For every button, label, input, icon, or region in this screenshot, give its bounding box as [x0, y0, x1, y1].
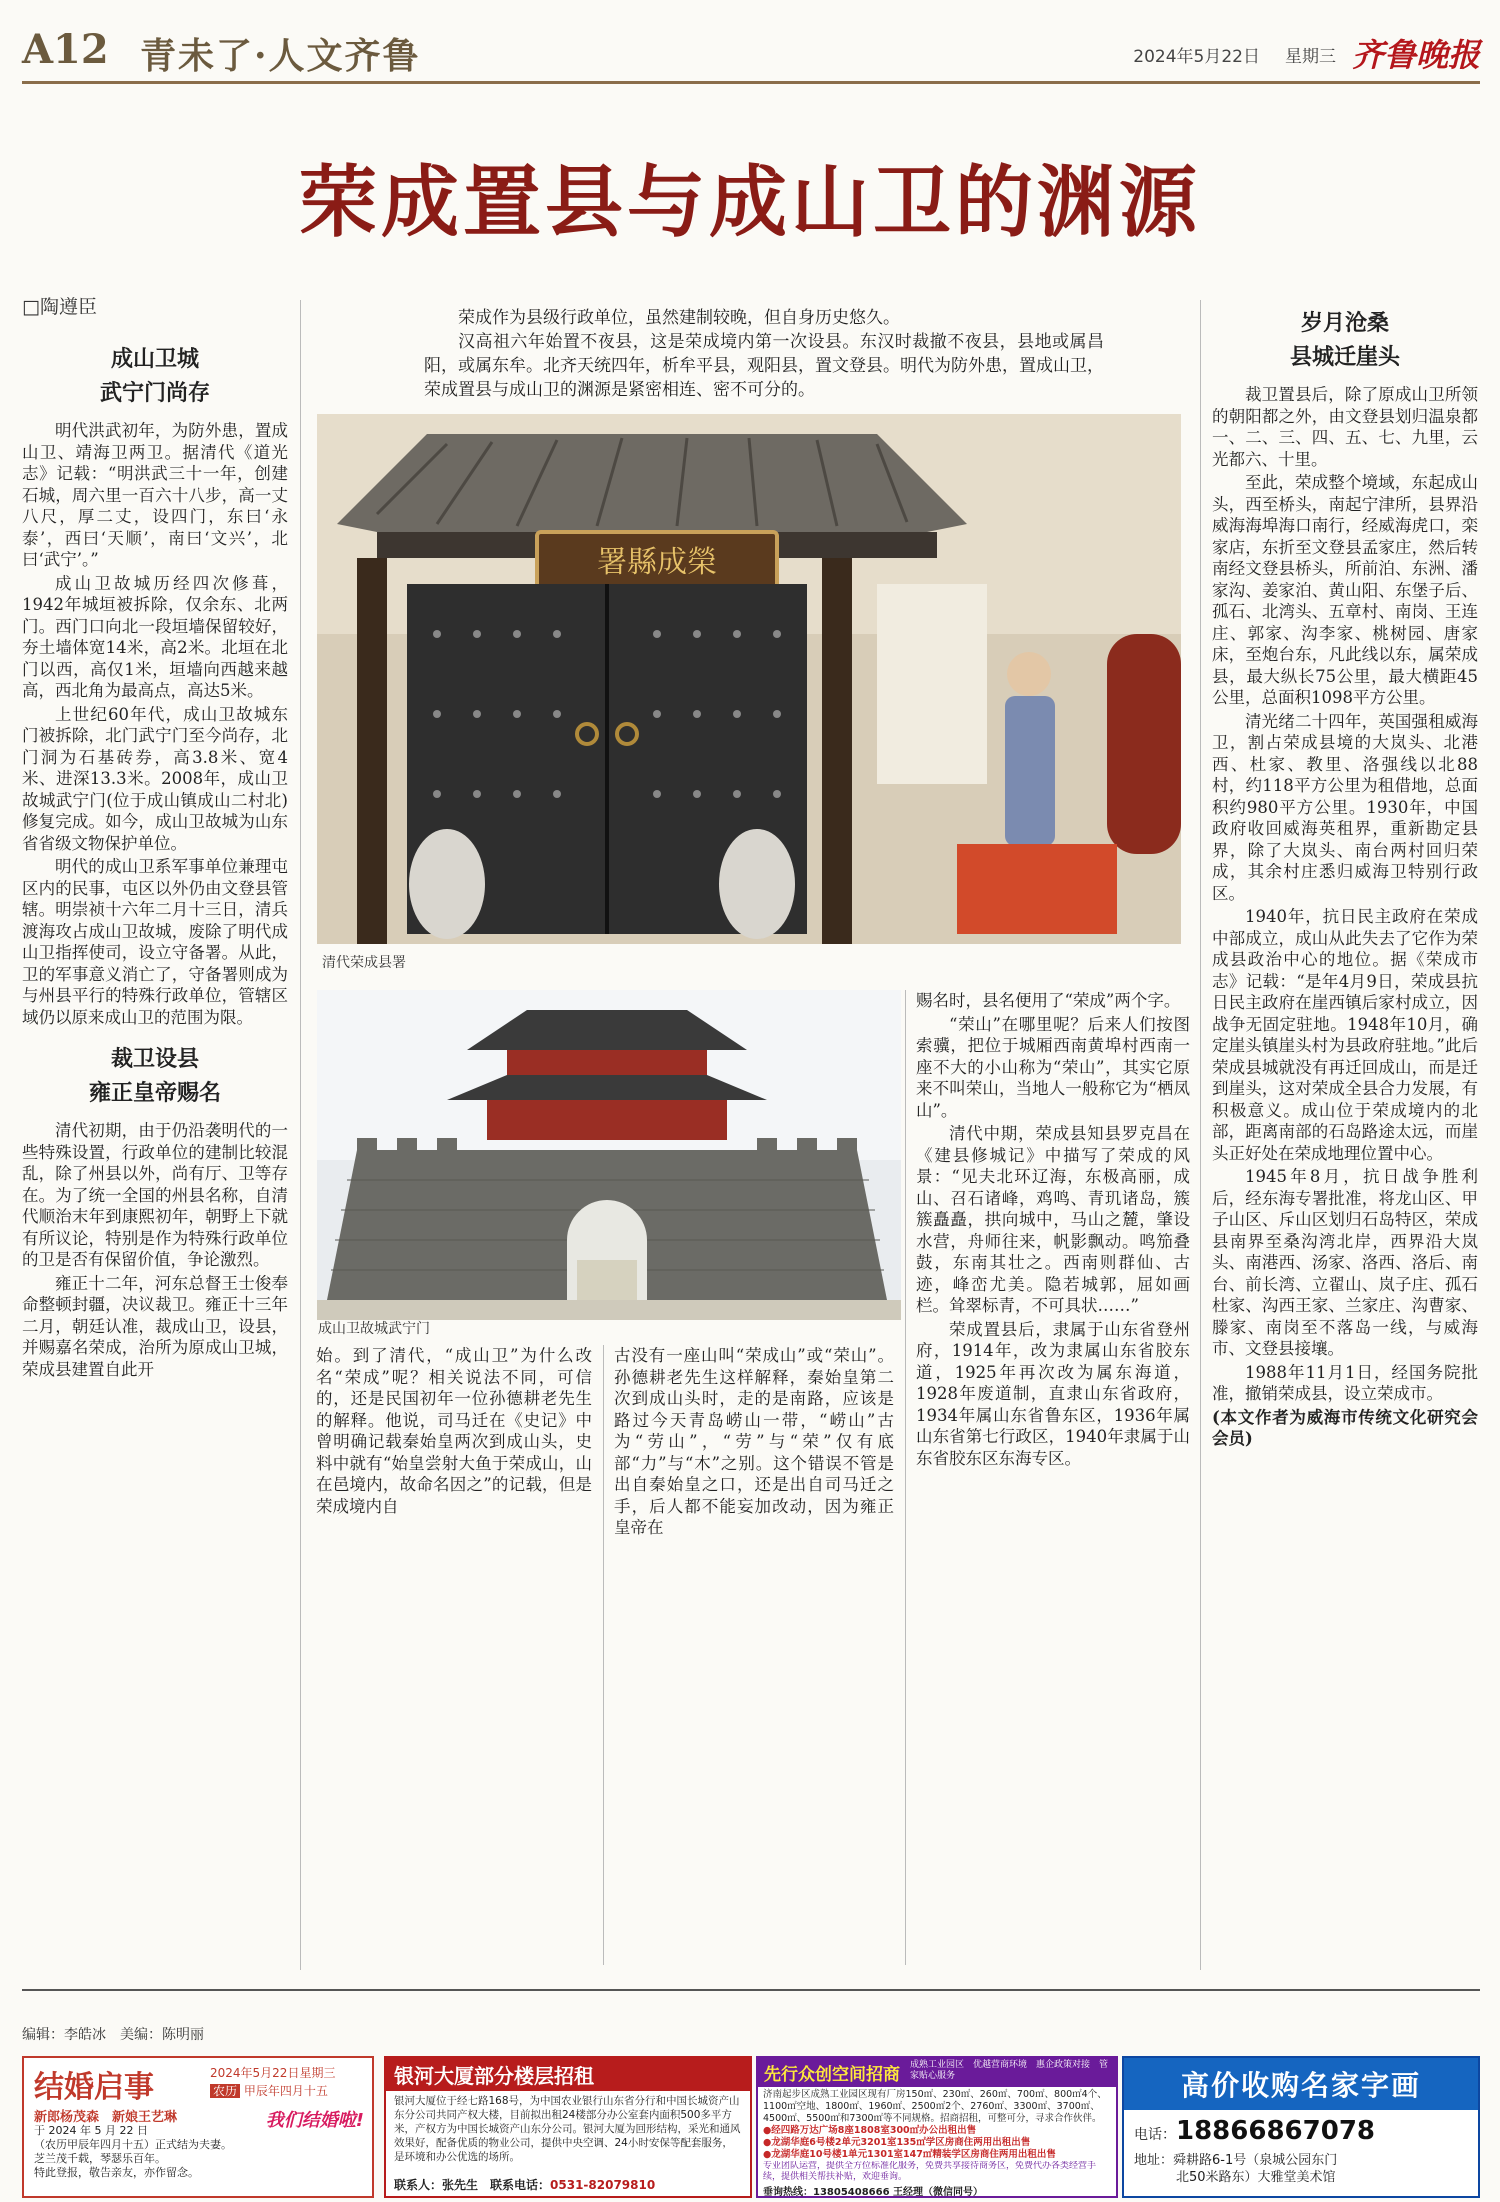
- photo-caption: 清代荣成县署: [322, 955, 406, 971]
- photo-caption: 成山卫故城武宁门: [318, 1321, 430, 1337]
- yinhe-contact: [386, 2177, 750, 2194]
- column-rule: [300, 300, 301, 1970]
- editor-credits: 编辑：李皓冰 美编：陈明丽: [22, 2027, 204, 2043]
- xianxing-item: ●龙湖华庭10号楼1单元1301室147㎡精装学区房商住两用出租出售: [763, 2149, 1056, 2160]
- section-name: 青未了·人文齐鲁: [140, 35, 421, 77]
- paragraph: 明代的成山卫系军事单位兼理屯区内的民事，屯区以外仍由文登县管辖。明崇祯十六年二月十三日，清兵渡海攻占成山卫故城，废除了明代成山卫指挥使司，设立守备署。从此，卫的军事意义消亡了，守备署则成为与州县平行的特殊行政单位，管辖区域仍以原来成山卫的范围为限。: [22, 857, 288, 1027]
- xianxing-note: 专业团队运营，提供全方位标准化服务，免费共享接待商务区，免费代办各类经营手续，提供相关帮扶补贴，欢迎垂询。: [763, 2161, 1097, 2182]
- wedding-line: 于 2024 年 5 月 22 日: [34, 2124, 148, 2137]
- paragraph: 古没有一座山叫“荣成山”或“荣山”。孙德耕老先生这样解释，秦始皇第二次到成山头时，走的是南路，应该是路过今天青岛崂山一带，“崂山”古为“劳山”，“劳”与“荣”仅有底部“力”与“木”之别。这个错误不管是出自秦始皇之口，还是出自司马迁之手，后人都不能妄加改动，因为雍正皇帝在: [614, 1346, 894, 1537]
- newspaper-logo: 齐鲁晚报: [1351, 36, 1480, 74]
- column-rule: [1200, 300, 1201, 1970]
- lead-paragraph: 荣成作为县级行政单位，虽然建制较晚，但自身历史悠久。: [458, 308, 900, 328]
- paragraph: 雍正十二年，河东总督王士俊奉命整顿封疆，决议裁卫。雍正十三年二月，朝廷认准，裁成山卫，设县，并赐嘉名荣成，治所为原成山卫城，荣成县建置自此开: [22, 1273, 288, 1379]
- gaojia-ad: [1122, 2056, 1480, 2198]
- subheading-line: 雍正皇帝赐名: [88, 1080, 221, 1106]
- column-middle-a: [316, 1345, 592, 1969]
- bride-name: 新娘王艺琳: [112, 2110, 178, 2125]
- paragraph: 清代中期，荣成县知县罗克昌在《建县修城记》中描写了荣成的风景：“见夫北环辽海，东极高丽，成山、召石诸峰，鸡鸣、青玑诸岛，簇簇矗矗，拱向城中，马山之麓，肇设水营，舟师往来，帆影飘动。鸣笳叠鼓，东南其壮之。西南则群仙、古迹，峰峦尤美。隐若城郭，屈如画栏。耸翠标青，不可具状……”: [916, 1124, 1190, 1315]
- paragraph: 1940年，抗日民主政府在荣成中部成立，成山从此失去了它作为荣成县政治中心的地位。据《荣成市志》记载：“是年4月9日，荣成县抗日民主政府在崖西镇后家村成立，因战争无固定驻地。1948年10月，确定崖头镇崖头村为县政府驻地。”此后荣成县城就没有再迁回成山，而是迁到崖头，这对荣成全县合力发展，有积极意义。成山位于荣成境内的北部，距离南部的石岛路途太远，而崖头正好处在荣成地理位置中心。: [1212, 907, 1478, 1163]
- paragraph: 至此，荣成整个境域，东起成山头，西至桥头，南起宁津所，县界沿威海海埠海口南行，经威海虎口，栾家店，东折至文登县孟家庄，然后转南经文登县桥头，所前泊、东洲、潘家沟、姜家泊、黄山阳、东堡子后、孤石、北湾头、五章村、南岗、王连庄、郭家、沟李家、桃树园、唐家床，至炮台东，凡此线以东，属荣成县，最大纵长75公里，最大横距45公里，总面积1098平方公里。: [1212, 473, 1478, 707]
- paragraph: 1988年11月1日，经国务院批准，撤销荣成县，设立荣成市。: [1212, 1362, 1478, 1403]
- plaque-text: 署縣成榮: [597, 545, 717, 580]
- subheading-line: 成山卫城: [110, 346, 199, 372]
- yinhe-ad: [384, 2056, 752, 2198]
- paragraph: 清代初期，由于仍沿袭明代的一些特殊设置，行政单位的建制比较混乱，除了州县以外，尚有厅、卫等存在。为了统一全国的州县名称，自清代顺治末年到康熙初年，朝野上下就有所议论，特别是作为特殊行政单位的卫是否有保留价值，争论激烈。: [22, 1121, 288, 1269]
- gaojia-tel: 18866867078: [1176, 2116, 1375, 2146]
- groom-name: 新郎杨茂森: [34, 2110, 100, 2125]
- lead-paragraph: 汉高祖六年始置不夜县，这是荣成境内第一次设县。东汉时裁撤不夜县，县地或属昌阳，或属东牟。北齐天统四年，析牟平县，观阳县，置文登县。明代为防外患，置成山卫，荣成置县与成山卫的渊源是紧密相连、密不可分的。: [424, 332, 1104, 400]
- column-rule: [905, 990, 906, 1965]
- ads-area: [0, 2050, 1500, 2202]
- photo-county-office: [317, 414, 1181, 944]
- gaojia-tel-label: 电话：: [1134, 2127, 1176, 2143]
- xianxing-hotline: 垂询热线：13805408666 王经理（微信同号）: [763, 2187, 984, 2198]
- wedding-slogan: 我们结婚啦!: [265, 2110, 364, 2131]
- xianxing-item: ●经四路万达广场8座1808室300㎡办公出租出售: [763, 2125, 977, 2136]
- column-middle-c: [916, 990, 1190, 1968]
- yinhe-phone: 0531-82079810: [550, 2178, 656, 2192]
- column-left: [22, 338, 288, 1978]
- wedding-couple: [34, 2106, 177, 2125]
- gaojia-addr-label: 地址：: [1134, 2153, 1174, 2168]
- paragraph: 1945年8月，抗日战争胜利后，经东海专署批准，将龙山区、甲子山区、斥山区划归石岛特区，荣成县南界至桑沟湾北岸，西界沿大岚头、南港西、汤家、洛西、洛后、南台、前长湾、立翟山、岚子庄、孤石杜家、沟西王家、兰家庄、沟曹家、滕家、南岗至不落岛一线，与威海市、文登县接壤。: [1212, 1167, 1478, 1358]
- paragraph: 上世纪60年代，成山卫故城东门被拆除，北门武宁门至今尚存，北门洞为石基砖券，高3.8米、宽4米、进深13.3米。2008年，成山卫故城武宁门(位于成山镇成山二村北)修复完成。如今，成山卫故城为山东省省级文物保护单位。: [22, 704, 288, 853]
- xianxing-title: 先行众创空间招商: [764, 2065, 900, 2085]
- paragraph: 赐名时，县名便用了“荣成”两个字。: [916, 991, 1181, 1010]
- byline: □陶遵臣: [22, 296, 97, 318]
- wuning-gate-illustration: [317, 990, 901, 1320]
- column-rule: [603, 1345, 604, 1965]
- article-lead: [424, 306, 1104, 402]
- paragraph: 明代洪武初年，为防外患，置成山卫、靖海卫两卫。据清代《道光志》记载：“明洪武三十一年，创建石城，周六里一百六十八步，高一丈八尺，厚二丈，设四门，东曰‘永泰’，西曰‘天顺’，南曰‘文兴’，北曰‘武宁’。”: [22, 421, 288, 569]
- subheading-suiyue: [1212, 306, 1478, 374]
- wedding-line: 芝兰茂千载，琴瑟乐百年。: [34, 2152, 166, 2165]
- wedding-title: 结婚启事: [34, 2070, 154, 2105]
- xianxing-item: ●龙湖华庭6号楼2单元3201室135㎡学区房商住两用出租出售: [763, 2137, 1031, 2148]
- subheading-line: 岁月沧桑: [1300, 310, 1389, 336]
- lunar-date: 甲辰年四月十五: [243, 2084, 328, 2098]
- subheading-line: 县城迁崖头: [1289, 344, 1400, 370]
- county-office-illustration: [317, 414, 1181, 944]
- column-middle-b: [614, 1345, 894, 1969]
- wedding-date: 2024年5月22日星期三: [210, 2066, 336, 2080]
- lunar-label: 农历: [210, 2084, 240, 2098]
- paragraph: 荣成置县后，隶属于山东省登州府，1914年，改为隶属山东省胶东道，1925年再次改为属东海道，1928年废道制，直隶山东省政府，1934年属山东省鲁东区，1936年属山东省第七行政区，1940年隶属于山东省胶东区东海专区。: [916, 1319, 1190, 1468]
- xianxing-items: [758, 2125, 1116, 2161]
- article-bottom-rule: [22, 1989, 1480, 1991]
- author-note: (本文作者为威海市传统文化研究会会员): [1212, 1407, 1478, 1448]
- gaojia-title: 高价收购名家字画: [1124, 2058, 1478, 2110]
- wedding-line: （农历甲辰年四月十五）正式结为夫妻。: [34, 2138, 232, 2151]
- yinhe-contact-label: 联系人：张先生 联系电话：: [394, 2178, 551, 2192]
- wedding-notice-box: [22, 2056, 374, 2198]
- photo-wuning-gate: [317, 990, 901, 1320]
- xianxing-body: 济南起步区成熟工业园区现有厂房150㎡、230㎡、260㎡、700㎡、800㎡4个、1100㎡空地、1800㎡、1960㎡、2500㎡2个、2760㎡、3300㎡、3700㎡、4500㎡、5500㎡和7300㎡等不同规格。招商招租，可整可分，寻求合作伙伴。: [763, 2089, 1107, 2124]
- yinhe-title: 银河大厦部分楼层招租: [386, 2058, 750, 2091]
- yinhe-body: 银河大厦位于经七路168号，为中国农业银行山东省分行和中国长城资产山东分公司共同产权大楼，目前拟出租24楼部分办公室套内面积500多平方米，产权方为中国长城资产山东分公司。银河大厦为回形结构，采光和通风效果好，配备优质的物业公司，提供中央空调、24小时安保等配套服务，是环境和办公优选的场所。: [394, 2095, 741, 2163]
- subheading-line: 武宁门尚存: [99, 380, 210, 406]
- paragraph: 裁卫置县后，除了原成山卫所领的朝阳都之外，由文登县划归温泉都一、二、三、四、五、七、九里，云光都六、十里。: [1212, 385, 1478, 469]
- page-number: A12: [22, 26, 109, 73]
- wedding-text: [34, 2124, 370, 2180]
- issue-date: 2024年5月22日: [1133, 47, 1260, 67]
- xianxing-ad: [756, 2056, 1118, 2198]
- xianxing-header: [758, 2058, 1116, 2087]
- wedding-line: 特此登报，敬告亲友，亦作留念。: [34, 2166, 199, 2179]
- issue-weekday: 星期三: [1285, 47, 1336, 67]
- wedding-lunar: [210, 2082, 328, 2099]
- gaojia-addr-line: 舜耕路6-1号（泉城公园东门: [1173, 2153, 1338, 2168]
- xianxing-tags: 成熟工业园区 优越营商环境 惠企政策对接 管家贴心服务: [910, 2060, 1109, 2081]
- subheading-caiwei: [22, 1042, 288, 1110]
- gaojia-tel-row: [1124, 2110, 1478, 2152]
- paragraph: 成山卫故城历经四次修葺，1942年城垣被拆除，仅余东、北两门。西门口向北一段垣墙保留较好，夯土墙体宽14米，高2米。北垣在北门以西，高仅1米，垣墙向西越来越高，西北角为最高点，高达5米。: [22, 573, 288, 700]
- subheading-line: 裁卫设县: [110, 1046, 199, 1072]
- paragraph: 清光绪二十四年，英国强租威海卫，割占荣成县境的大岚头、北港西、杜家、教里、洛强线以北88村，约118平方公里为租借地，总面积约980平方公里。1930年，中国政府收回威海英租界，重新勘定县界，除了大岚头、南台两村回归荣成，其余村庄悉归威海卫特别行政区。: [1212, 711, 1478, 903]
- paragraph: “荣山”在哪里呢？后来人们按图索骥，把位于城厢西南黄埠村西南一座不大的小山称为“荣山”，其实它原来不叫荣山，当地人一般称它为“栖凤山”。: [916, 1014, 1190, 1120]
- gaojia-addr: [1124, 2152, 1478, 2186]
- page-header: [22, 22, 1480, 84]
- subheading-chengshanwei: [22, 342, 288, 410]
- paragraph: 始。到了清代，“成山卫”为什么改名“荣成”呢？相关说法不同，可信的，还是民国初年一位孙德耕老先生的解释。他说，司马迁在《史记》中曾明确记载秦始皇两次到成山头，史料中就有“始皇尝射大鱼于荣成山，山在邑境内，故命名因之”的记载，但是荣成境内自: [316, 1346, 592, 1516]
- article-title: 荣成置县与成山卫的渊源: [298, 157, 1201, 248]
- gaojia-addr-line: 北50米路东）大雅堂美术馆: [1176, 2170, 1336, 2185]
- column-right: [1212, 302, 1478, 1962]
